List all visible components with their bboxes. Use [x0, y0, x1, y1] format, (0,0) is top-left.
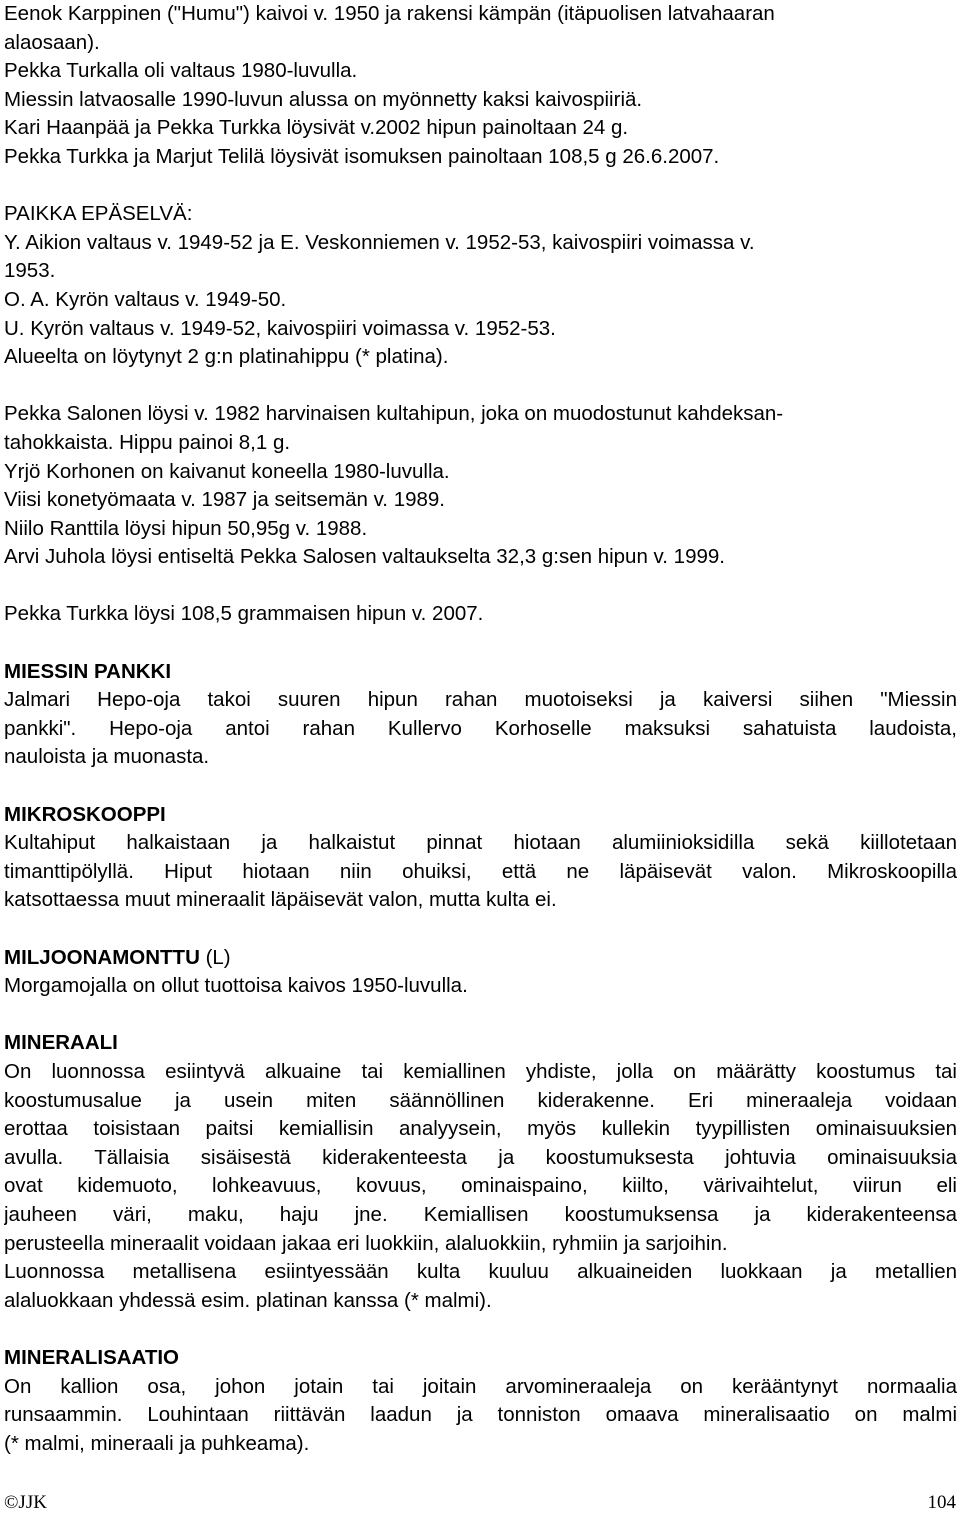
text-line: Niilo Ranttila löysi hipun 50,95g v. 1988.: [4, 516, 368, 540]
text-line: alaosaan).: [4, 30, 100, 54]
text-line: koostumusalue ja usein miten säännöllinen kiderakenne. Eri mineraaleja voidaan: [4, 1088, 957, 1112]
salonen-block: [4, 400, 957, 572]
text-line: jauheen väri, maku, haju jne. Kemiallisen koostumuksensa ja kiderakenteensa: [4, 1202, 957, 1226]
section-title-suffix: (L): [199, 945, 231, 969]
text-line: Pekka Turkka ja Marjut Telilä löysivät isomuksen painoltaan 108,5 g 26.6.2007.: [4, 144, 720, 168]
text-line: Miessin latvaosalle 1990-luvun alussa on myönnetty kaksi kaivospiiriä.: [4, 87, 643, 111]
text-line: Viisi konetyömaata v. 1987 ja seitsemän v. 1989.: [4, 488, 446, 512]
page-number: 104: [927, 1492, 956, 1513]
text-line: Eenok Karppinen ("Humu") kaivoi v. 1950 ja rakensi kämpän (itäpuolisen latvahaaran: [4, 2, 775, 25]
text-line: Jalmari Hepo-oja takoi suuren hipun rahan muotoiseksi ja kaiversi siihen "Miessin: [4, 688, 957, 712]
turkka-line: Pekka Turkka löysi 108,5 grammaisen hipun v. 2007.: [4, 602, 484, 626]
text-line: (* malmi, mineraali ja puhkeama).: [4, 1431, 310, 1455]
text-line: erottaa toisistaan paitsi kemiallisin analyysein, myös kullekin tyypillisten ominaisuuksien: [4, 1117, 957, 1141]
text-line: Luonnossa metallisena esiintyessään kulta kuuluu alkuaineiden luokkaan ja metallien: [4, 1260, 957, 1284]
text-line: Y. Aikion valtaus v. 1949-52 ja E. Veskonniemen v. 1952-53, kaivospiiri voimassa v.: [4, 230, 755, 254]
text-line: ovat kidemuoto, lohkeavuus, kovuus, ominaispaino, kiilto, värivaihtelut, viirun eli: [4, 1174, 957, 1198]
text-line: On kallion osa, johon jotain tai joitain arvomineraaleja on kerääntynyt normaalia: [4, 1374, 957, 1398]
text-line: U. Kyrön valtaus v. 1949-52, kaivospiiri voimassa v. 1952-53.: [4, 316, 556, 340]
section-heading: MINERAALI: [4, 1031, 118, 1055]
document-page: [4, 0, 957, 1458]
text-line: tahokkaista. Hippu painoi 8,1 g.: [4, 430, 291, 454]
text-line: Alueelta on löytynyt 2 g:n platinahippu (* platina).: [4, 345, 449, 369]
text-line: Kari Haanpää ja Pekka Turkka löysivät v.2002 hipun painoltaan 24 g.: [4, 116, 629, 140]
section-mineralisaatio: [4, 1344, 957, 1458]
section-miljoonamonttu: [4, 944, 957, 1001]
text-line: PAIKKA EPÄSELVÄ:: [4, 202, 193, 226]
section-mineraali: [4, 1029, 957, 1315]
text-line: timanttipölyllä. Hiput hiotaan niin ohuiksi, että ne läpäisevät valon. Mikroskoopilla: [4, 859, 957, 883]
text-line: katsottaessa muut mineraalit läpäisevät valon, mutta kulta ei.: [4, 888, 557, 912]
section-miessin-pankki: [4, 658, 957, 772]
intro-block: [4, 0, 957, 172]
text-line: avulla. Tällaisia sisäisestä kiderakenteesta ja koostumuksesta johtuvia ominaisuuksia: [4, 1145, 957, 1169]
section-heading: MIESSIN PANKKI: [4, 659, 172, 683]
text-line: nauloista ja muonasta.: [4, 745, 210, 769]
text-line: Morgamojalla on ollut tuottoisa kaivos 1950-luvulla.: [4, 974, 468, 998]
section-heading: MIKROSKOOPPI: [4, 802, 166, 826]
copyright-text: ©JJK: [4, 1492, 47, 1513]
section-heading: [4, 944, 957, 973]
paikka-epaselva-block: [4, 200, 957, 372]
text-line: Arvi Juhola löysi entiseltä Pekka Salosen valtaukselta 32,3 g:sen hipun v. 1999.: [4, 545, 725, 569]
text-line: perusteella mineraalit voidaan jakaa eri luokkiin, alaluokkiin, ryhmiin ja sarjoihin.: [4, 1231, 728, 1255]
text-line: alaluokkaan yhdessä esim. platinan kanssa (* malmi).: [4, 1288, 492, 1312]
page-footer: [4, 1492, 956, 1514]
text-line: pankki". Hepo-oja antoi rahan Kullervo Korhoselle maksuksi sahatuista laudoista,: [4, 716, 957, 740]
text-line: O. A. Kyrön valtaus v. 1949-50.: [4, 287, 287, 311]
text-line: Pekka Turkalla oli valtaus 1980-luvulla.: [4, 59, 358, 83]
text-line: On luonnossa esiintyvä alkuaine tai kemiallinen yhdiste, jolla on määrätty koostumus tai: [4, 1059, 957, 1083]
text-line: Pekka Salonen löysi v. 1982 harvinaisen kultahipun, joka on muodostunut kahdeksan-: [4, 402, 784, 426]
section-mikroskooppi: [4, 801, 957, 915]
text-line: 1953.: [4, 259, 56, 283]
text-line: Yrjö Korhonen on kaivanut koneella 1980-luvulla.: [4, 459, 450, 483]
text-line: Kultahiput halkaistaan ja halkaistut pinnat hiotaan alumiinioksidilla sekä kiillotetaan: [4, 831, 957, 855]
section-heading: MINERALISAATIO: [4, 1345, 180, 1369]
section-title: MILJOONAMONTTU: [4, 945, 200, 969]
text-line: runsaammin. Louhintaan riittävän laadun ja tonniston omaava mineralisaatio on malmi: [4, 1403, 957, 1427]
